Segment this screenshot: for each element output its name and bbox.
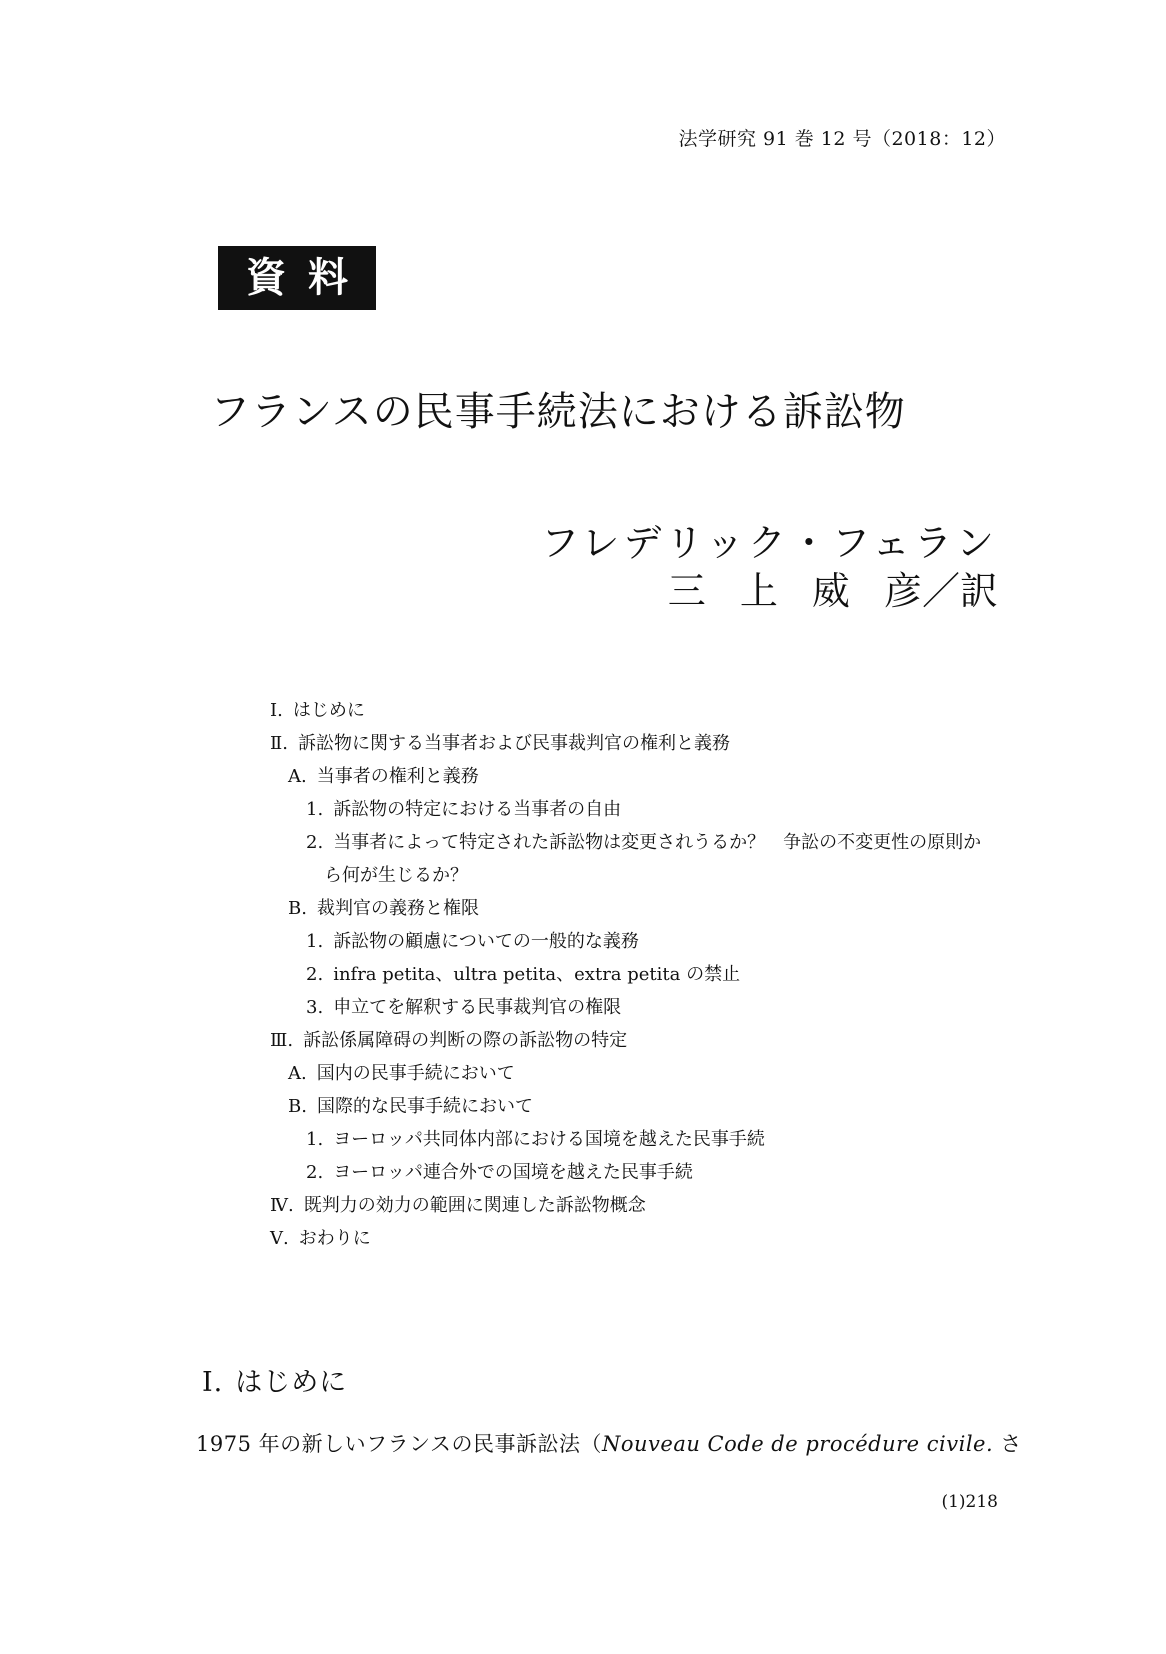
author-name: フレデリック・フェラン — [540, 521, 998, 565]
section-number: Ⅰ. — [202, 1367, 224, 1398]
toc-item — [270, 1057, 1060, 1090]
toc-item-number: B. — [288, 898, 307, 919]
toc-item-number: A. — [288, 766, 307, 787]
toc-item-number: Ⅱ. — [270, 733, 288, 754]
toc-item-continuation — [270, 859, 1060, 892]
toc-item-number: Ⅲ. — [270, 1030, 294, 1051]
toc-item — [270, 1222, 1060, 1255]
toc-item-text: ヨーロッパ連合外での国境を越えた民事手続 — [333, 1162, 693, 1183]
toc-item — [270, 727, 1060, 760]
body-text-tail: さ — [993, 1432, 1022, 1456]
toc-item-number: 1. — [306, 799, 324, 820]
toc-item-text: infra petita、ultra petita、extra petita の禁止 — [333, 964, 741, 985]
toc-item-text: 訴訟係属障碍の判断の際の訴訟物の特定 — [303, 1030, 628, 1051]
toc-item — [270, 991, 1060, 1024]
toc-item-number: 2. — [306, 964, 324, 985]
toc-item-text: 裁判官の義務と権限 — [316, 898, 479, 919]
toc-item-number: 3. — [306, 997, 324, 1018]
toc-item — [270, 958, 1060, 991]
toc-item-number: A. — [288, 1063, 307, 1084]
toc-item-number: Ⅰ. — [270, 700, 283, 721]
toc-item-text: 訴訟物の特定における当事者の自由 — [333, 799, 622, 820]
toc-item — [270, 1189, 1060, 1222]
table-of-contents — [270, 694, 1060, 1255]
journal-reference: 法学研究 91 巻 12 号（2018：12） — [678, 128, 1006, 150]
toc-item-text: おわりに — [298, 1228, 371, 1249]
toc-item-text: ヨーロッパ共同体内部における国境を越えた民事手続 — [333, 1129, 765, 1150]
section-heading-text: はじめに — [235, 1367, 348, 1398]
toc-item — [270, 694, 1060, 727]
toc-item-text: 既判力の効力の範囲に関連した訴訟物概念 — [303, 1195, 646, 1216]
toc-item — [270, 1090, 1060, 1123]
toc-item-number: Ⅴ. — [270, 1228, 289, 1249]
toc-item-number: B. — [288, 1096, 307, 1117]
toc-item — [270, 1123, 1060, 1156]
toc-item-text: はじめに — [292, 700, 365, 721]
section-label-badge: 資料 — [218, 246, 376, 310]
toc-item-text: 国際的な民事手続において — [316, 1096, 533, 1117]
section-heading — [202, 1360, 347, 1399]
toc-item-number: 2. — [306, 832, 324, 853]
toc-item-number: 1. — [306, 931, 324, 952]
article-title: フランスの民事手続法における訴訟物 — [210, 389, 906, 435]
toc-item — [270, 892, 1060, 925]
toc-item-number: Ⅳ. — [270, 1195, 294, 1216]
translator-name: 三 上 威 彦／訳 — [667, 569, 998, 613]
toc-item-text: 当事者の権利と義務 — [316, 766, 479, 787]
toc-item-text: 申立てを解釈する民事裁判官の権限 — [333, 997, 622, 1018]
toc-item-number: 1. — [306, 1129, 324, 1150]
body-text-italic-title: Nouveau Code de procédure civile. — [602, 1432, 994, 1456]
toc-item — [270, 793, 1060, 826]
toc-item — [270, 1024, 1060, 1057]
toc-item-text: 訴訟物の顧慮についての一般的な義務 — [333, 931, 639, 952]
toc-item — [270, 760, 1060, 793]
body-paragraph — [196, 1428, 1022, 1458]
page-number: (1)218 — [941, 1492, 998, 1512]
toc-item — [270, 826, 1060, 859]
toc-item-text: ら何が生じるか？ — [324, 865, 468, 886]
toc-item — [270, 1156, 1060, 1189]
toc-item — [270, 925, 1060, 958]
toc-item-number: 2. — [306, 1162, 324, 1183]
body-text-lead: 1975 年の新しいフランスの民事訴訟法（ — [196, 1432, 602, 1456]
toc-item-text: 当事者によって特定された訴訟物は変更されうるか？ 争訟の不変更性の原則か — [333, 832, 982, 853]
toc-item-text: 国内の民事手続において — [316, 1063, 515, 1084]
toc-item-text: 訴訟物に関する当事者および民事裁判官の権利と義務 — [297, 733, 730, 754]
